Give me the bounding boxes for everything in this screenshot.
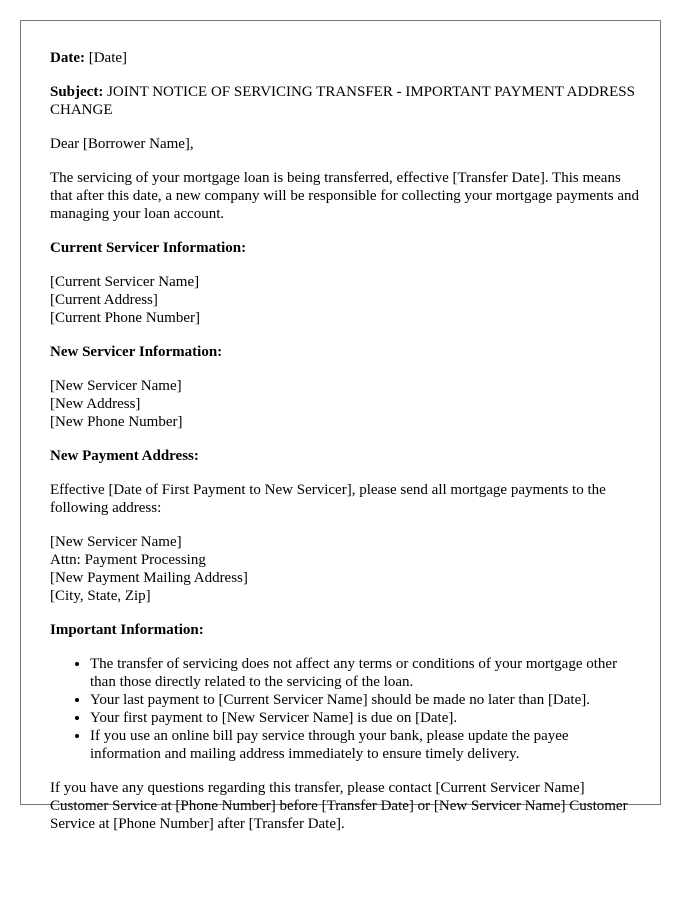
current-servicer-phone: [Current Phone Number] [50, 310, 200, 326]
new-servicer-address: [New Address] [50, 396, 141, 412]
subject-text: JOINT NOTICE OF SERVICING TRANSFER - IMPORTANT PAYMENT ADDRESS CHANGE [50, 84, 635, 118]
important-info-list [50, 655, 640, 763]
new-servicer-heading: New Servicer Information: [50, 344, 223, 360]
date-label: Date: [50, 50, 85, 66]
new-servicer-block [50, 377, 640, 431]
payment-address-intro: Effective [Date of First Payment to New Servicer], please send all mortgage payments to the following address: [50, 482, 606, 516]
letter-page [20, 20, 661, 832]
payment-address-line-3: [New Payment Mailing Address] [50, 570, 248, 586]
date-line [50, 49, 640, 67]
current-servicer-heading: Current Servicer Information: [50, 240, 247, 256]
salutation: Dear [Borrower Name], [50, 136, 194, 152]
important-info-heading: Important Information: [50, 622, 204, 638]
payment-address-line-4: [City, State, Zip] [50, 588, 151, 604]
important-info-item: • Your last payment to [Current Servicer Name] should be made no later than [Date]. [90, 691, 640, 709]
payment-address-line-2: Attn: Payment Processing [50, 552, 206, 568]
intro-paragraph: The servicing of your mortgage loan is being transferred, effective [Transfer Date]. This means that after this date, a new company will be responsible for collecting your mortgage payments and managing your loan account. [50, 170, 639, 222]
important-info-item: • If you use an online bill pay service through your bank, please update the payee information and mailing address immediately to ensure timely delivery. [90, 727, 640, 763]
payment-address-line-1: [New Servicer Name] [50, 534, 182, 550]
current-servicer-block [50, 273, 640, 327]
new-servicer-name: [New Servicer Name] [50, 378, 182, 394]
current-servicer-name: [Current Servicer Name] [50, 274, 200, 290]
subject-line [50, 83, 640, 119]
payment-address-heading: New Payment Address: [50, 448, 199, 464]
important-info-item: • Your first payment to [New Servicer Name] is due on [Date]. [90, 709, 640, 727]
subject-label: Subject: [50, 84, 104, 100]
letter-content [50, 49, 640, 849]
new-servicer-phone: [New Phone Number] [50, 414, 183, 430]
payment-address-block [50, 533, 640, 605]
important-info-item: • The transfer of servicing does not affect any terms or conditions of your mortgage other than those directly related to the servicing of the loan. [90, 655, 640, 691]
current-servicer-address: [Current Address] [50, 292, 158, 308]
closing-paragraph: If you have any questions regarding this transfer, please contact [Current Servicer Name] Customer Service at [Phone Number] before [Transfer Date] or [New Servicer Name] Customer Service at [Phone Number] after [Transfer Date]. [50, 780, 628, 832]
date-value: [Date] [88, 50, 128, 66]
